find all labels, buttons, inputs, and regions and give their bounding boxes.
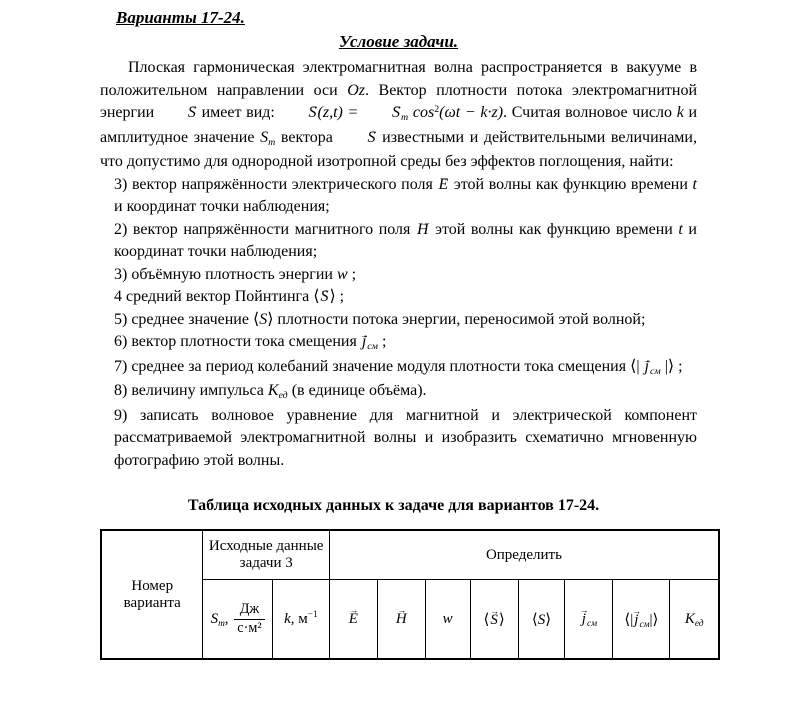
vector-symbol: S → xyxy=(339,127,377,150)
text-segment: t xyxy=(678,220,683,238)
text-segment: этой волны как функцию времени xyxy=(429,220,679,238)
table-col-j-displacement xyxy=(565,580,613,660)
vector-symbol: S → xyxy=(319,286,329,309)
task-items-list xyxy=(100,174,697,473)
vector-symbol: j → xyxy=(581,611,587,628)
text-segment: 7) среднее за период колебаний значение модуля плотности тока смещения ⟨| xyxy=(114,357,644,375)
variants-title: Варианты 17-24. xyxy=(116,8,245,27)
text-segment: Oz xyxy=(347,81,365,99)
text-segment: 2 xyxy=(434,103,440,115)
text-segment: ; xyxy=(378,333,387,350)
vector-symbol: S → xyxy=(489,612,499,629)
text-segment: ⟩ xyxy=(545,611,552,628)
text-segment: k xyxy=(676,104,684,121)
text-segment: 3) вектор напряжённости электрического поля xyxy=(114,175,438,193)
text-segment: w xyxy=(336,265,348,283)
text-segment: ⟨ xyxy=(483,611,490,628)
vector-symbol: j → xyxy=(361,331,367,354)
text-segment: имеет вид: xyxy=(196,104,280,121)
text-segment: w xyxy=(442,610,453,627)
table-col-avg-s-vector xyxy=(470,580,518,660)
text-segment: и амплитудное значение xyxy=(100,104,698,146)
text-segment: известными и действительными величинами, что допустимо для однородной изотропной среды без эффектов поглощения, найти: xyxy=(100,128,697,170)
text-segment: Плоская гармоническая электромагнитная волна распространяется в вакууме в положительном направлении оси xyxy=(100,59,697,99)
table-header-variant: Номер варианта xyxy=(101,530,203,659)
text-segment: и координат точки наблюдения; xyxy=(114,220,697,260)
text-segment: −1 xyxy=(307,610,318,621)
table-col-avg-j-modulus xyxy=(613,580,670,660)
text-segment: |⟩ xyxy=(649,611,659,628)
text-segment: 2) вектор напряжённости магнитного поля xyxy=(114,220,416,238)
text-segment: и координат точки наблюдения; xyxy=(114,198,330,215)
text-segment: m xyxy=(401,112,409,124)
vector-symbol: S → xyxy=(159,102,197,125)
text-segment: S xyxy=(259,310,268,328)
text-segment: . Считая волновое число xyxy=(503,104,677,121)
text-segment: ⟨| xyxy=(624,611,634,628)
text-segment: , xyxy=(224,610,233,627)
text-segment: ⟩ плотности потока энергии, переносимой этой волной; xyxy=(267,310,646,328)
text-segment: S xyxy=(210,610,219,627)
text-segment: см xyxy=(367,341,379,353)
text-segment: (в единице объёма). xyxy=(287,382,427,399)
text-segment: cos xyxy=(408,104,435,121)
table-col-k-impulse xyxy=(670,580,719,660)
text-segment: см xyxy=(639,619,650,630)
task-item-1 xyxy=(114,174,697,219)
text-segment: S xyxy=(260,128,269,146)
vector-symbol: j → xyxy=(644,356,650,379)
text-segment: K xyxy=(267,382,279,399)
text-segment: 4 средний вектор Пойнтинга ⟨ xyxy=(114,288,320,305)
text-segment: 9) записать волновое уравнение для магнитной и электрической компонент рассматриваемой электромагнитной волны и изобразить схематично мгновенную фотографию этой волны. xyxy=(114,406,697,469)
text-segment: ⟨ xyxy=(531,611,538,628)
text-segment: |⟩ ; xyxy=(660,357,683,375)
vector-symbol: S → xyxy=(280,102,318,125)
text-segment: 3) объёмную плотность энергии xyxy=(114,265,337,283)
text-segment: ед xyxy=(278,390,288,402)
text-segment: этой волны как функцию времени xyxy=(449,175,693,193)
text-segment: ед xyxy=(694,618,704,629)
text-segment: K xyxy=(684,610,695,627)
table-col-sm xyxy=(203,580,272,660)
table-col-e-vector xyxy=(329,580,377,660)
text-segment: ⟩ xyxy=(498,611,505,628)
text-segment: , м xyxy=(290,610,308,627)
text-segment: k xyxy=(284,610,291,627)
text-segment: см xyxy=(649,365,661,377)
vector-symbol: H → xyxy=(416,219,430,242)
table-caption: Таблица исходных данных к задаче для вариантов 17-24. xyxy=(187,497,600,514)
fraction xyxy=(234,601,264,638)
text-segment: S xyxy=(537,611,546,628)
text-segment: 6) вектор плотности тока смещения xyxy=(114,333,361,350)
task-item-3 xyxy=(114,264,697,287)
table-col-k xyxy=(272,580,329,660)
data-table xyxy=(100,529,720,660)
text-segment: t xyxy=(692,175,697,193)
text-segment: m xyxy=(268,136,276,148)
task-item-8 xyxy=(114,380,697,405)
table-header-source-data: Исходные данные задачи 3 xyxy=(203,530,329,580)
text-segment: см xyxy=(586,618,598,629)
table-col-w xyxy=(425,580,470,660)
table-header-determine: Определить xyxy=(329,530,719,580)
text-segment: m xyxy=(218,618,225,629)
task-item-5 xyxy=(114,309,697,332)
vector-symbol: j → xyxy=(633,612,639,629)
task-item-9 xyxy=(114,405,697,473)
vector-symbol: H → xyxy=(395,611,408,628)
table-col-h-vector xyxy=(377,580,425,660)
fraction-numerator: Дж xyxy=(234,601,264,620)
text-segment: (z,t) = xyxy=(317,104,364,121)
text-segment: ; xyxy=(347,265,357,283)
task-item-4 xyxy=(114,286,697,309)
text-segment: . Вектор плотности потока электромагнитной энергии xyxy=(100,81,698,121)
condition-heading: Условие задачи. xyxy=(338,32,459,51)
vector-symbol: E → xyxy=(348,611,359,628)
fraction-denominator: с·м² xyxy=(237,619,262,636)
task-item-6 xyxy=(114,331,697,356)
text-segment: ⟩ ; xyxy=(329,288,345,305)
text-segment: 8) величину импульса xyxy=(114,382,268,399)
text-segment: (ωt − k·z) xyxy=(439,104,504,121)
text-segment: 5) среднее значение ⟨ xyxy=(114,310,260,328)
table-col-avg-s xyxy=(518,580,565,660)
text-segment: вектора xyxy=(275,128,339,146)
condition-paragraph xyxy=(100,57,697,174)
vector-symbol: S → xyxy=(363,102,401,125)
vector-symbol: E → xyxy=(438,174,450,197)
task-item-7 xyxy=(114,356,697,381)
task-item-2 xyxy=(114,219,697,264)
